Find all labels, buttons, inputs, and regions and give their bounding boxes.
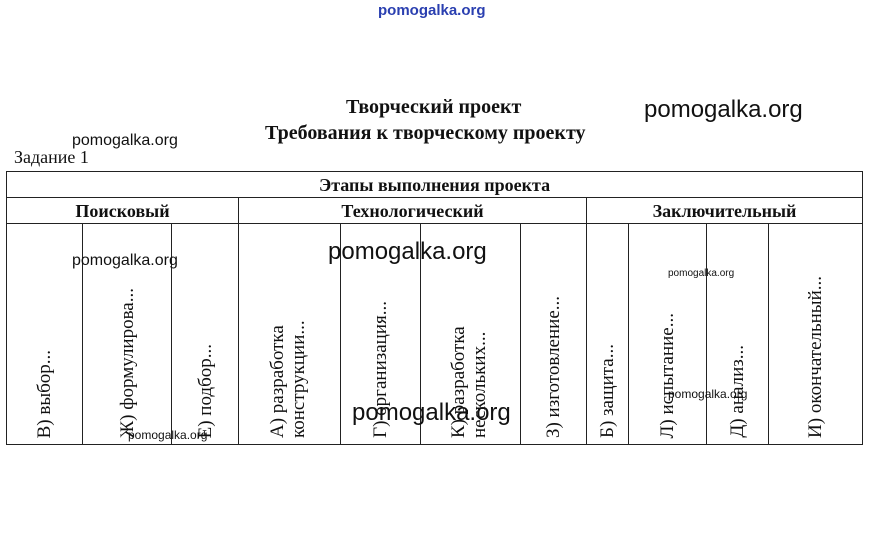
stage-text: А) разработка конструкции... [266,320,309,438]
stage-text: Л) испытание... [657,312,678,438]
watermark-top: pomogalka.org [378,2,486,19]
stage-cell [239,224,341,445]
watermark-bottom-left: pomogalka.org [128,428,208,442]
stage-text: З) изготовление... [543,295,564,438]
stage-cell [769,224,863,445]
stage-text: И) окончательный... [805,276,827,438]
stage-cell [172,224,239,445]
stage-cell [587,224,629,445]
watermark-col1: pomogalka.org [72,252,178,269]
page-title: Творческий проект [346,96,522,118]
watermark-center: pomogalka.org [328,238,487,265]
watermark-small-right: pomogalka.org [668,268,735,279]
phase-final: Заключительный [587,198,863,224]
stage-text: Г) организация... [370,301,391,438]
stage-cell [521,224,587,445]
watermark-bottom-right: pomogalka.org [668,387,748,401]
watermark-title-right: pomogalka.org [644,96,803,123]
watermark-bottom-center: pomogalka.org [352,399,511,426]
phase-search: Поисковый [7,198,239,224]
stage-cell [707,224,769,445]
stage-text: Ж) формулирова... [116,288,138,438]
table-header: Этапы выполнения проекта [7,172,863,198]
stage-cell [629,224,707,445]
page-subtitle: Требования к творческому проекту [265,122,586,144]
phase-technological: Технологический [239,198,587,224]
stage-text: В) выбор... [34,349,55,438]
watermark-title-left: pomogalka.org [72,132,178,149]
stage-text: Е) подбор... [194,343,216,438]
stage-text: К) разработка нескольких... [447,326,490,438]
stage-text: Д) анализ... [727,345,748,438]
task-label: Задание 1 [14,147,89,167]
stage-text: Б) защита... [597,344,618,438]
